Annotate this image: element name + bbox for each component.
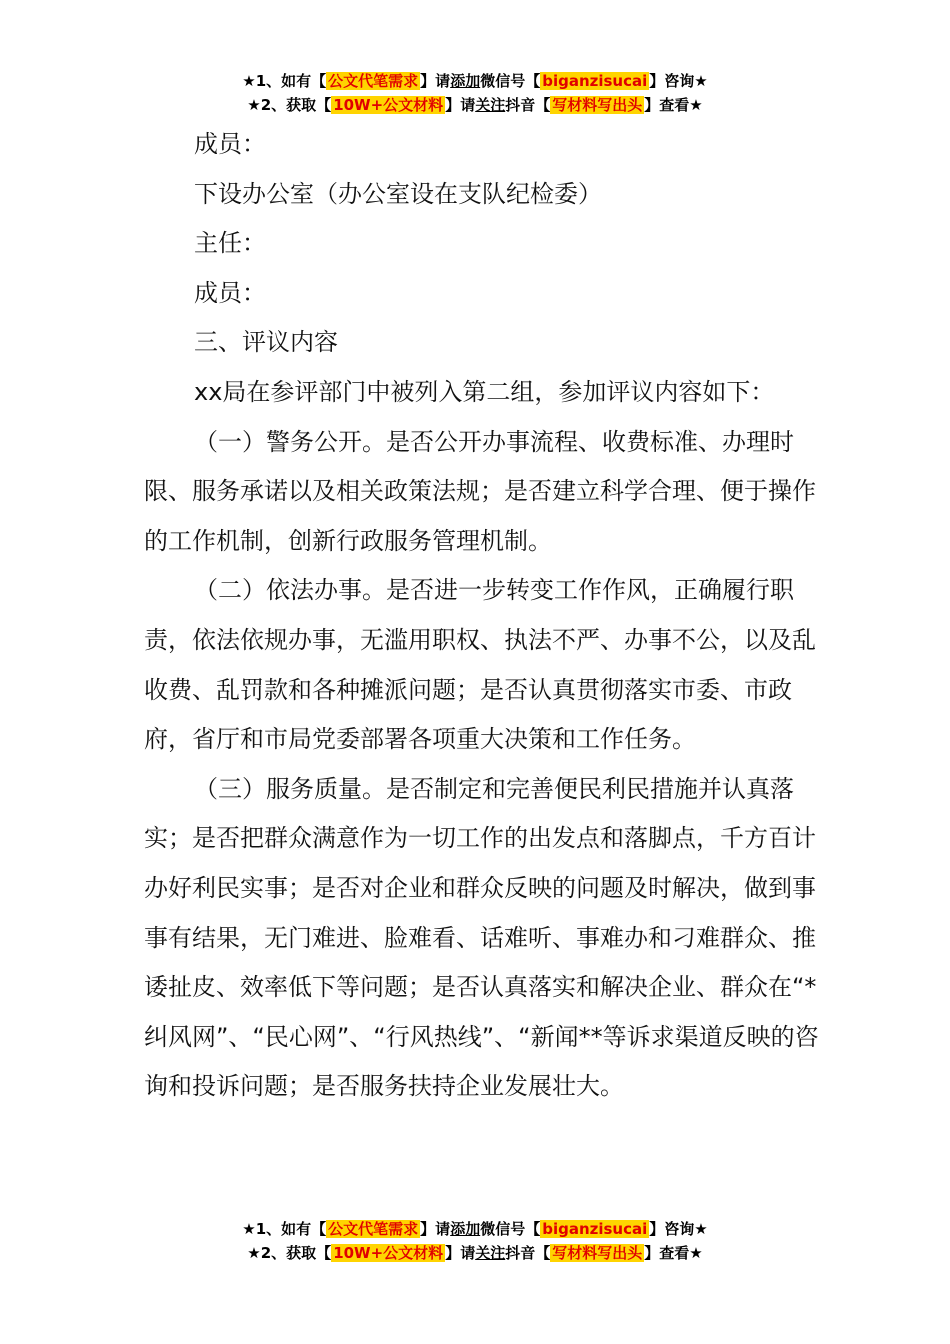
- ad-underlined-text: 添加: [450, 72, 481, 90]
- doc-paragraph-item-2: （二）依法办事。是否进一步转变工作作风，正确履行职责，依法依规办事，无滥用职权、执法不严、办事不公，以及乱收费、乱罚款和各种摊派问题；是否认真贯彻落实市委、市政府，省厅和市局党委部署各项重大决策和工作任务。: [144, 576, 816, 754]
- ad-text: 】请: [445, 96, 476, 114]
- ad-text: 抖音【: [505, 96, 551, 114]
- ad-banner-line-2-bottom: [0, 1242, 950, 1264]
- ad-highlight-wechat-id: biganzisucai: [542, 72, 648, 90]
- ad-highlight-douyin-id: 写材料写出头: [552, 1244, 643, 1262]
- ad-highlight: 公文代笔需求: [328, 72, 419, 90]
- doc-paragraph-item-1: （一）警务公开。是否公开办事流程、收费标准、办理时限、服务承诺以及相关政策法规；是否建立科学合理、便于操作的工作机制，创新行政服务管理机制。: [144, 427, 816, 555]
- ad-underlined-text: 关注: [475, 96, 506, 114]
- ad-suffix: 】查看★: [644, 96, 703, 114]
- ad-underlined-text: 关注: [475, 1244, 506, 1262]
- ad-highlight-douyin-id: 写材料写出头: [552, 96, 643, 114]
- ad-suffix: 】咨询★: [649, 1220, 708, 1238]
- ad-text: 】请: [420, 1220, 451, 1238]
- ad-prefix: ★2、获取【: [247, 96, 332, 114]
- doc-paragraph-item-3: （三）服务质量。是否制定和完善便民利民措施并认真落实；是否把群众满意作为一切工作的出发点和落脚点，千方百计办好利民实事；是否对企业和群众反映的问题及时解决，做到事事有结果，无门难进、脸难看、话难听、事难办和刁难群众、推诿扯皮、效率低下等问题；是否认真落实和解决企业、群众在“*纠风网”、“民心网”、“行风热线”、“新闻**等诉求渠道反映的咨询和投诉问题；是否服务扶持企业发展壮大。: [144, 774, 819, 1101]
- ad-highlight: 公文代笔需求: [328, 1220, 419, 1238]
- ad-text: 抖音【: [505, 1244, 551, 1262]
- ad-highlight: 10W+公文材料: [333, 1244, 444, 1262]
- ad-prefix: ★2、获取【: [247, 1244, 332, 1262]
- ad-banner-line-1: [0, 70, 950, 92]
- doc-line-members: 成员：: [194, 130, 266, 158]
- ad-suffix: 】咨询★: [649, 72, 708, 90]
- doc-line-director: 主任：: [194, 229, 266, 258]
- ad-banner-line-2: [0, 94, 950, 116]
- section-heading: 三、评议内容: [194, 328, 338, 357]
- ad-text: 微信号【: [480, 1220, 541, 1238]
- ad-underlined-text: 添加: [450, 1220, 481, 1238]
- ad-suffix: 】查看★: [644, 1244, 703, 1262]
- doc-paragraph-intro: xx局在参评部门中被列入第二组，参加评议内容如下：: [194, 377, 775, 406]
- ad-text: 】请: [420, 72, 451, 90]
- ad-text: 微信号【: [480, 72, 541, 90]
- ad-highlight: 10W+公文材料: [333, 96, 444, 114]
- doc-line-office: 下设办公室（办公室设在支队纪检委）: [194, 179, 602, 208]
- ad-prefix: ★1、如有【: [242, 1220, 327, 1238]
- ad-text: 】请: [445, 1244, 476, 1262]
- ad-prefix: ★1、如有【: [242, 72, 327, 90]
- doc-line-members-2: 成员：: [194, 278, 266, 307]
- ad-banner-line-1-bottom: [0, 1218, 950, 1240]
- document-body: [144, 120, 824, 1112]
- ad-highlight-wechat-id: biganzisucai: [542, 1220, 648, 1238]
